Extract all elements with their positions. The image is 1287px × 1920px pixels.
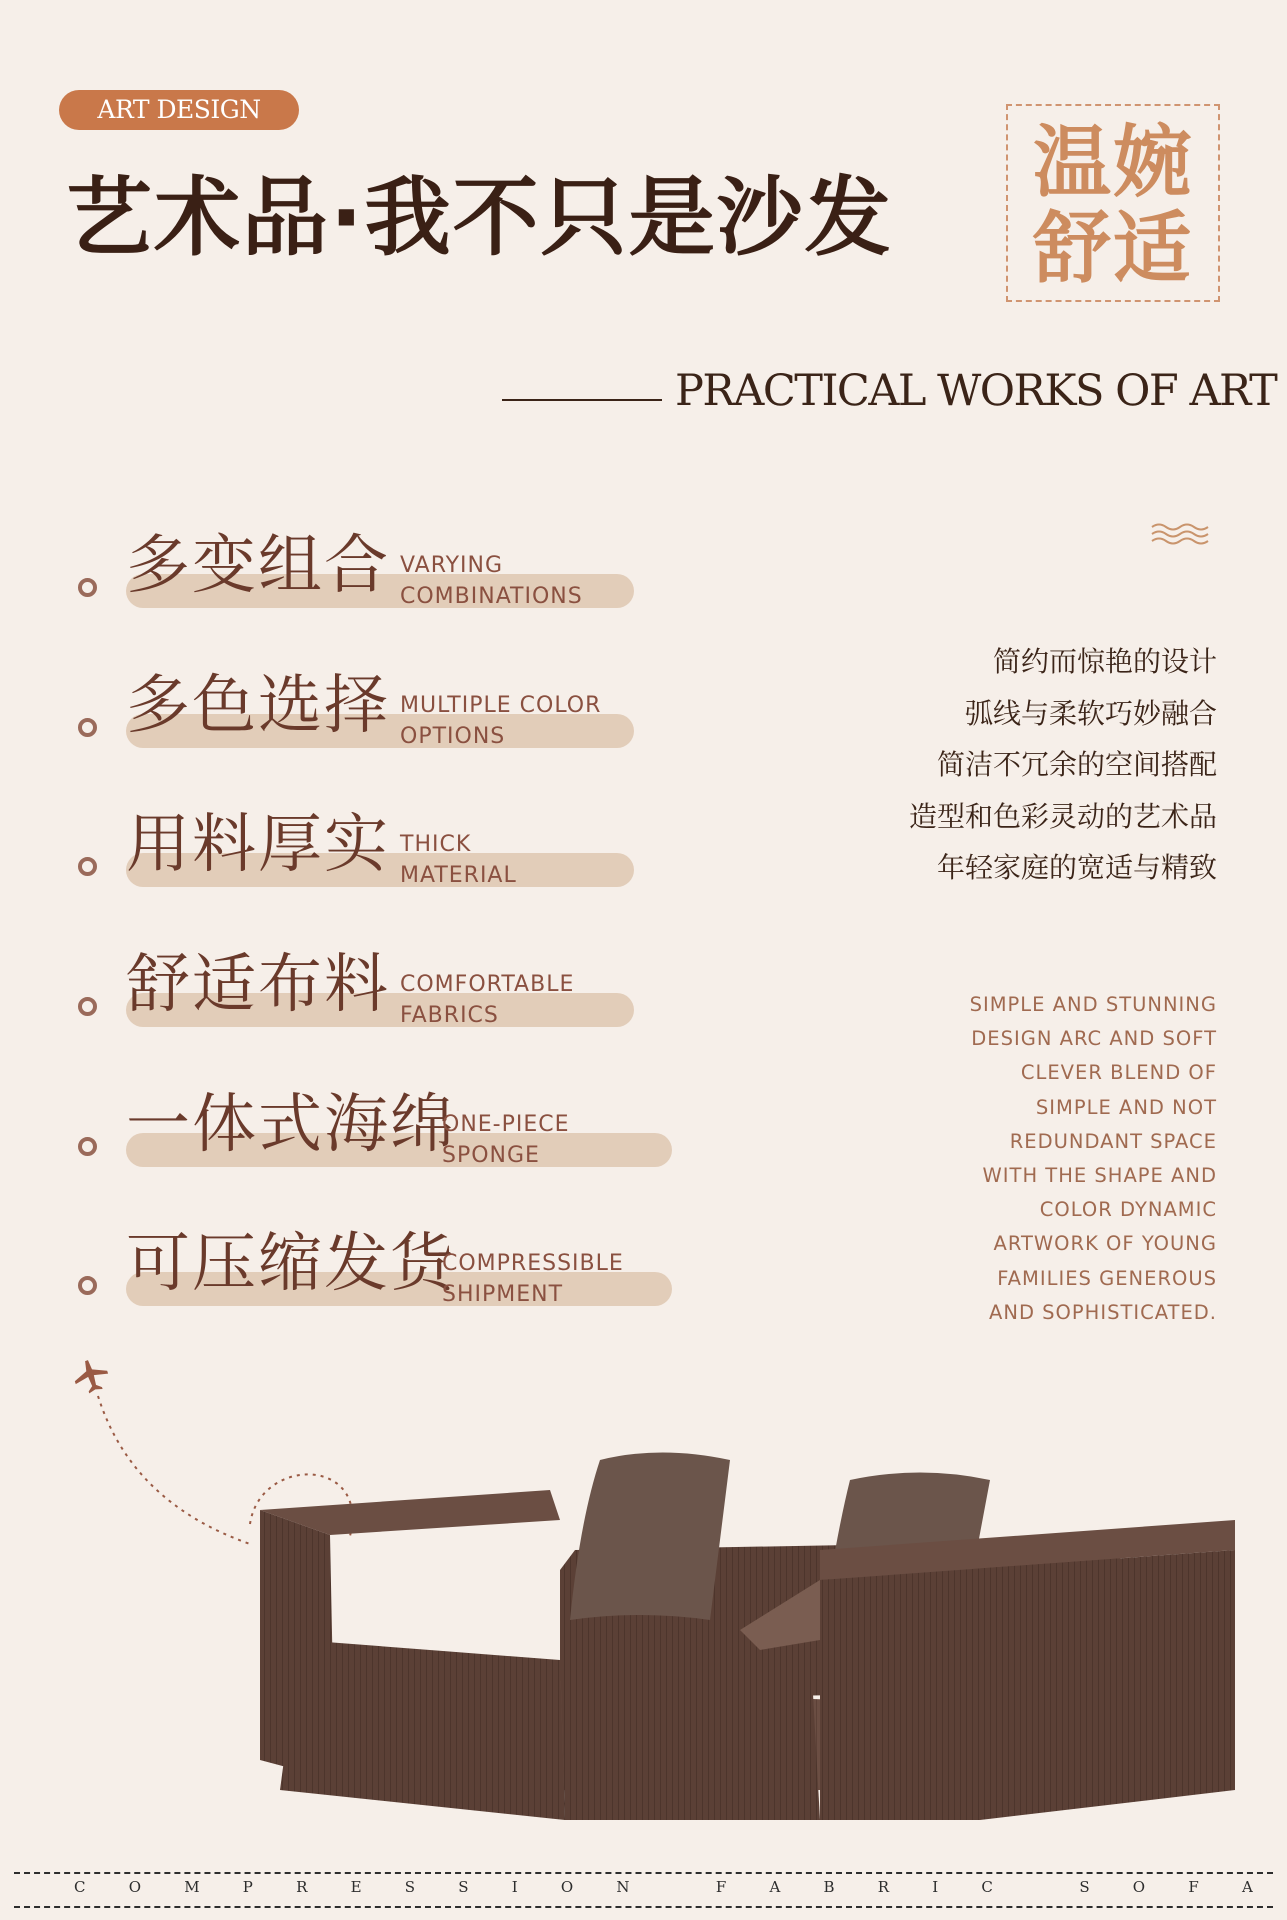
- description-line: 造型和色彩灵动的艺术品: [908, 799, 1217, 833]
- feature-subtitle-line-1: COMPRESSIBLE: [442, 1251, 624, 1276]
- feature-subtitle: [442, 1109, 570, 1171]
- sofa-image: [240, 1370, 1240, 1850]
- description-english: [970, 988, 1217, 1330]
- wave-lines-icon: [1150, 522, 1210, 546]
- feature-subtitle-line-2: FABRICS: [400, 1003, 499, 1028]
- ring-bullet-icon: [78, 718, 97, 737]
- feature-subtitle: [400, 829, 517, 891]
- footer-letter: C: [74, 1878, 86, 1896]
- feature-item: [0, 808, 700, 901]
- feature-title: 多变组合: [126, 529, 390, 603]
- description-line: REDUNDANT SPACE: [1009, 1129, 1217, 1153]
- description-line: 简洁不冗余的空间搭配: [936, 748, 1217, 781]
- footer-letter: E: [350, 1878, 362, 1896]
- feature-item: [0, 948, 700, 1041]
- ring-bullet-icon: [78, 1137, 97, 1156]
- description-line: 弧线与柔软巧妙融合: [964, 696, 1217, 730]
- feature-item: [0, 1227, 700, 1320]
- feature-title: 用料厚实: [126, 808, 390, 882]
- feature-subtitle: [442, 1248, 624, 1310]
- description-line: SIMPLE AND STUNNING: [969, 993, 1217, 1016]
- footer-letter: O: [128, 1878, 141, 1896]
- footer-letter: F: [715, 1878, 727, 1896]
- feature-title: 舒适布料: [126, 948, 390, 1022]
- footer-letter: A: [1241, 1878, 1253, 1896]
- footer-letter: P: [242, 1878, 253, 1896]
- footer-letter: A: [769, 1878, 781, 1896]
- page-title: 艺术品·我不只是沙发: [66, 168, 893, 268]
- description-line: ARTWORK OF YOUNG: [993, 1232, 1217, 1256]
- description-line: 年轻家庭的宽适与精致: [936, 851, 1217, 884]
- ring-bullet-icon: [78, 997, 97, 1016]
- feature-item: [0, 1088, 700, 1181]
- feature-subtitle-line-1: MULTIPLE COLOR: [400, 693, 602, 718]
- footer-letter: R: [877, 1878, 890, 1896]
- footer-letter: R: [296, 1878, 308, 1896]
- stamp-line-2: 舒适: [1032, 204, 1193, 294]
- feature-item: [0, 669, 700, 762]
- description-chinese: [909, 636, 1217, 894]
- feature-subtitle-line-1: COMFORTABLE: [400, 972, 575, 997]
- footer-letter: I: [932, 1878, 939, 1896]
- feature-title: 多色选择: [126, 669, 390, 743]
- footer-letter: B: [823, 1878, 835, 1896]
- feature-subtitle: [400, 550, 583, 612]
- footer-letter: O: [1132, 1878, 1146, 1896]
- ring-bullet-icon: [78, 1276, 97, 1295]
- description-line: COLOR DYNAMIC: [1039, 1198, 1217, 1222]
- feature-subtitle-line-2: SPONGE: [442, 1143, 540, 1168]
- feature-title: 可压缩发货: [126, 1227, 456, 1301]
- feature-subtitle-line-1: VARYING: [400, 553, 504, 578]
- description-line: 简约而惊艳的设计: [992, 645, 1217, 678]
- description-line: SIMPLE AND NOT: [1035, 1095, 1217, 1119]
- feature-subtitle-line-2: SHIPMENT: [442, 1282, 564, 1307]
- description-line: AND SOPHISTICATED.: [989, 1300, 1217, 1324]
- ring-bullet-icon: [78, 578, 97, 597]
- feature-subtitle-line-2: MATERIAL: [400, 863, 517, 888]
- footer-letter: O: [560, 1878, 574, 1896]
- footer-letter: S: [404, 1878, 415, 1896]
- footer-letter: S: [458, 1878, 469, 1896]
- footer-letter: S: [1079, 1878, 1090, 1896]
- footer-text: [74, 1878, 1253, 1896]
- footer-letter: C: [981, 1878, 993, 1896]
- feature-subtitle-line-2: COMBINATIONS: [400, 584, 583, 609]
- art-design-badge: ART DESIGN: [59, 90, 299, 130]
- description-line: FAMILIES GENEROUS: [997, 1266, 1217, 1290]
- subtitle-rule: [502, 399, 662, 401]
- feature-subtitle-line-1: ONE-PIECE: [442, 1112, 570, 1137]
- stamp-line-1: 温婉: [1032, 118, 1193, 208]
- feature-subtitle: [400, 690, 601, 752]
- footer-letter: I: [511, 1878, 518, 1896]
- subtitle: PRACTICAL WORKS OF ART: [675, 366, 1277, 416]
- footer-band: [14, 1872, 1273, 1908]
- footer-letter: M: [184, 1878, 200, 1896]
- comfort-stamp: [1006, 104, 1220, 302]
- footer-letter: N: [616, 1878, 630, 1896]
- feature-subtitle-line-2: OPTIONS: [400, 724, 506, 749]
- feature-subtitle-line-1: THICK: [400, 832, 472, 857]
- footer-letter: F: [1188, 1878, 1199, 1896]
- description-line: DESIGN ARC AND SOFT: [971, 1027, 1217, 1051]
- description-line: WITH THE SHAPE AND: [982, 1164, 1217, 1188]
- feature-title: 一体式海绵: [126, 1088, 456, 1162]
- feature-subtitle: [400, 969, 574, 1031]
- feature-item: [0, 529, 700, 622]
- ring-bullet-icon: [78, 857, 97, 876]
- description-line: CLEVER BLEND OF: [1020, 1061, 1217, 1085]
